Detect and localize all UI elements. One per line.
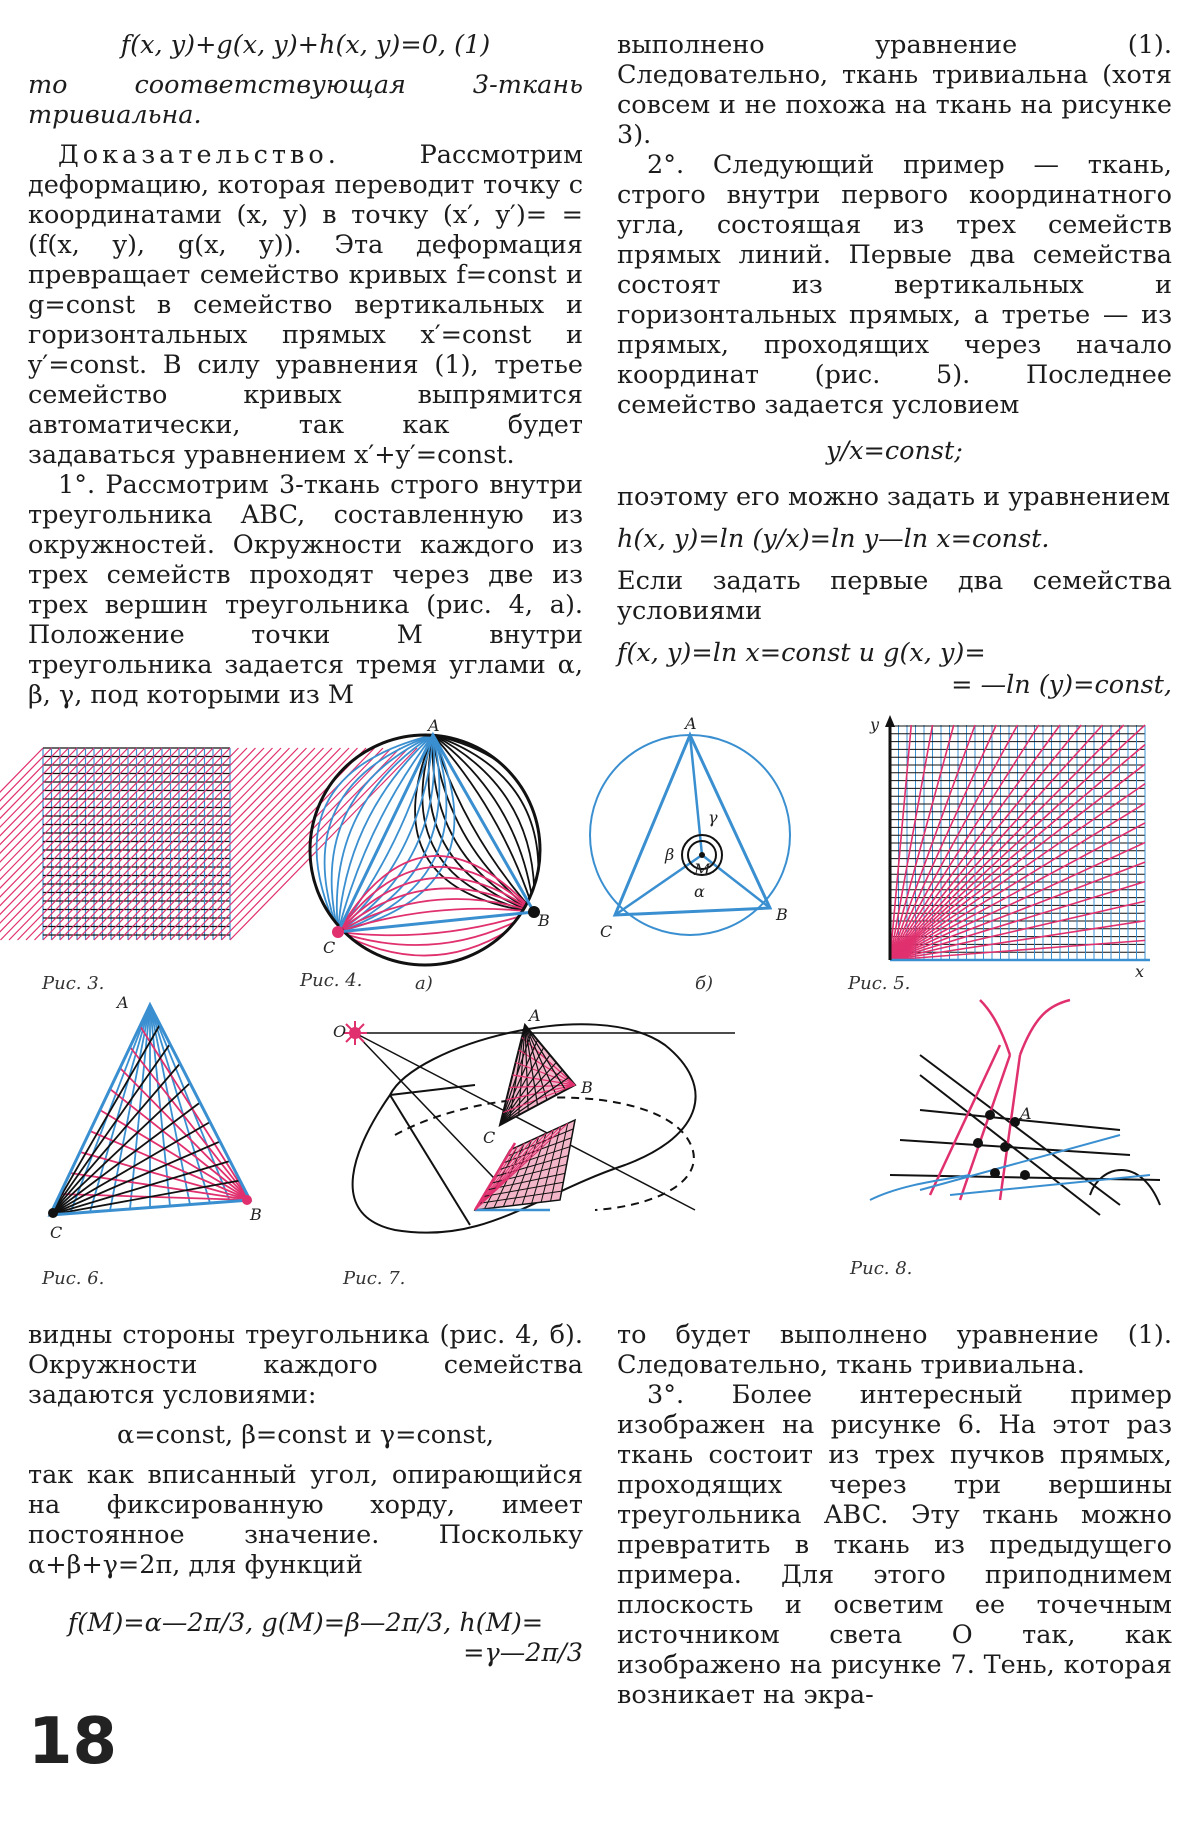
conclusion-paragraph: то будет выполнено уравнение (1). Следовательно, ткань тривиальна.	[617, 1320, 1172, 1380]
label-c-4b: C	[600, 922, 613, 941]
example-1-paragraph: 1°. Рассмотрим 3-ткань строго внутри треугольника ABC, составленную из окружностей. Окружности каждого из трех семейств проходят через две из трех вершин треугольника (рис. 4, а). Положение точки M внутри треугольника задается тремя углами α, β, γ, под которыми из M	[28, 470, 583, 710]
figure-4b-angles	[590, 715, 810, 965]
label-o: O	[333, 1022, 347, 1041]
label-b-7: B	[581, 1078, 593, 1097]
caption-fig6: Рис. 6.	[42, 1268, 105, 1289]
caption-fig3: Рис. 3.	[42, 973, 105, 994]
left-column-top	[28, 30, 583, 710]
label-a-7: A	[529, 1006, 541, 1025]
label-a: A	[428, 716, 440, 735]
light-source-o	[343, 1021, 367, 1045]
example-2-paragraph: 2°. Следующий пример — ткань, строго внутри первого координатного угла, состоящая из трех семейств прямых линий. Первые два семейства состоят из вертикальных и горизонтальных прямых, а третье — из прямых, проходящих через начало координат (рис. 5). Последнее семейство задается условием	[617, 150, 1172, 420]
sides-paragraph: видны стороны треугольника (рис. 4, б). Окружности каждого семейства задаются условиями:	[28, 1320, 583, 1410]
trivial-paragraph: выполнено уравнение (1). Следовательно, ткань тривиальна (хотя совсем и не похожа на ткань на рисунке 3).	[617, 30, 1172, 150]
figure-4a-circles	[290, 715, 580, 975]
caption-fig4b: б)	[695, 973, 714, 994]
equation-fgh-line2: =γ—2π/3	[463, 1638, 583, 1668]
label-alpha: α	[694, 882, 705, 901]
figure-6-pencils	[35, 995, 265, 1255]
families-intro: Если задать первые два семейства условиями	[617, 566, 1172, 626]
right-column-top	[617, 30, 1172, 700]
equation-h: h(x, y)=ln (y/x)=ln y—ln x=const.	[617, 524, 1050, 554]
label-b-4b: B	[776, 905, 788, 924]
inscribed-angle-paragraph: так как вписанный угол, опирающийся на фиксированную хорду, имеет постоянное значение. Поскольку α+β+γ=2π, для функций	[28, 1460, 583, 1580]
figure-5-coordinate-web	[865, 715, 1155, 981]
label-a-6: A	[117, 993, 129, 1012]
equation-fg-line2: = —ln (y)=const,	[951, 670, 1172, 700]
proof-text: Рассмотрим деформацию, которая переводит точку с координатами (x, y) в точку (x′, y′)= =(f(x, y), g(x, y)). Эта деформация превращает семейство кривых f=const и g=const в семейство вертикальных и горизонтальных прямых x′=const и y′=const. В силу уравнения (1), третье семейство кривых выпрямится автоматически, так как будет задаваться уравнением x′+y′=const.	[28, 140, 583, 470]
equation-1: f(x, y)+g(x, y)+h(x, y)=0, (1)	[120, 30, 491, 60]
proof-paragraph	[28, 140, 583, 470]
caption-fig5: Рис. 5.	[848, 973, 911, 994]
caption-fig4a: а)	[415, 973, 433, 994]
equation-angles: α=const, β=const и γ=const,	[117, 1420, 494, 1450]
proof-heading: Доказательство.	[58, 140, 340, 170]
left-column-bottom	[28, 1320, 583, 1668]
web-line	[0, 748, 162, 940]
equation-fg-line1: f(x, y)=ln x=const и g(x, y)=	[617, 638, 986, 668]
label-x-axis: x	[1135, 962, 1145, 981]
label-c: C	[323, 938, 336, 957]
example-3-paragraph: 3°. Более интересный пример изображен на рисунке 6. На этот раз ткань состоит из трех пучков прямых, проходящих через три вершины треугольника ABC. Эту ткань можно превратить в ткань из предыдущего примера. Для этого приподнимем плоскость и осветим ее точечным источником света O так, как изображено на рисунке 7. Тень, которая возникает на экра-	[617, 1380, 1172, 1710]
label-a-8: A	[1020, 1104, 1032, 1123]
caption-fig7: Рис. 7.	[343, 1268, 406, 1289]
caption-fig4: Рис. 4.	[300, 970, 363, 991]
label-c-7: C	[483, 1128, 496, 1147]
theorem-conclusion: то соответствующая 3-ткань тривиальна.	[28, 70, 583, 130]
equation-yx: y/x=const;	[826, 436, 963, 466]
label-m: M	[694, 860, 711, 879]
label-c-6: C	[50, 1223, 63, 1242]
equation-fgh-line1: f(M)=α—2π/3, g(M)=β—2π/3, h(M)=	[67, 1608, 544, 1638]
label-y-axis: y	[870, 715, 880, 734]
vertex-c-dot	[332, 926, 344, 938]
label-b: B	[538, 911, 550, 930]
label-beta: β	[665, 845, 675, 864]
caption-fig8: Рис. 8.	[850, 1258, 913, 1279]
figure-8-local-web	[860, 995, 1180, 1215]
web-line	[0, 748, 145, 940]
log-intro: поэтому его можно задать и уравнением	[617, 482, 1171, 512]
web-line	[0, 748, 179, 940]
web-line	[70, 1005, 150, 1214]
figure-7-projection	[335, 1005, 785, 1245]
web-line	[150, 1005, 230, 1202]
right-column-bottom	[617, 1320, 1172, 1710]
figure-3-grid	[35, 740, 235, 960]
label-a-4b: A	[685, 714, 697, 733]
page-number: 18	[28, 1705, 118, 1779]
web-line	[50, 1064, 180, 1216]
label-b-6: B	[250, 1205, 262, 1224]
label-gamma: γ	[708, 808, 718, 827]
